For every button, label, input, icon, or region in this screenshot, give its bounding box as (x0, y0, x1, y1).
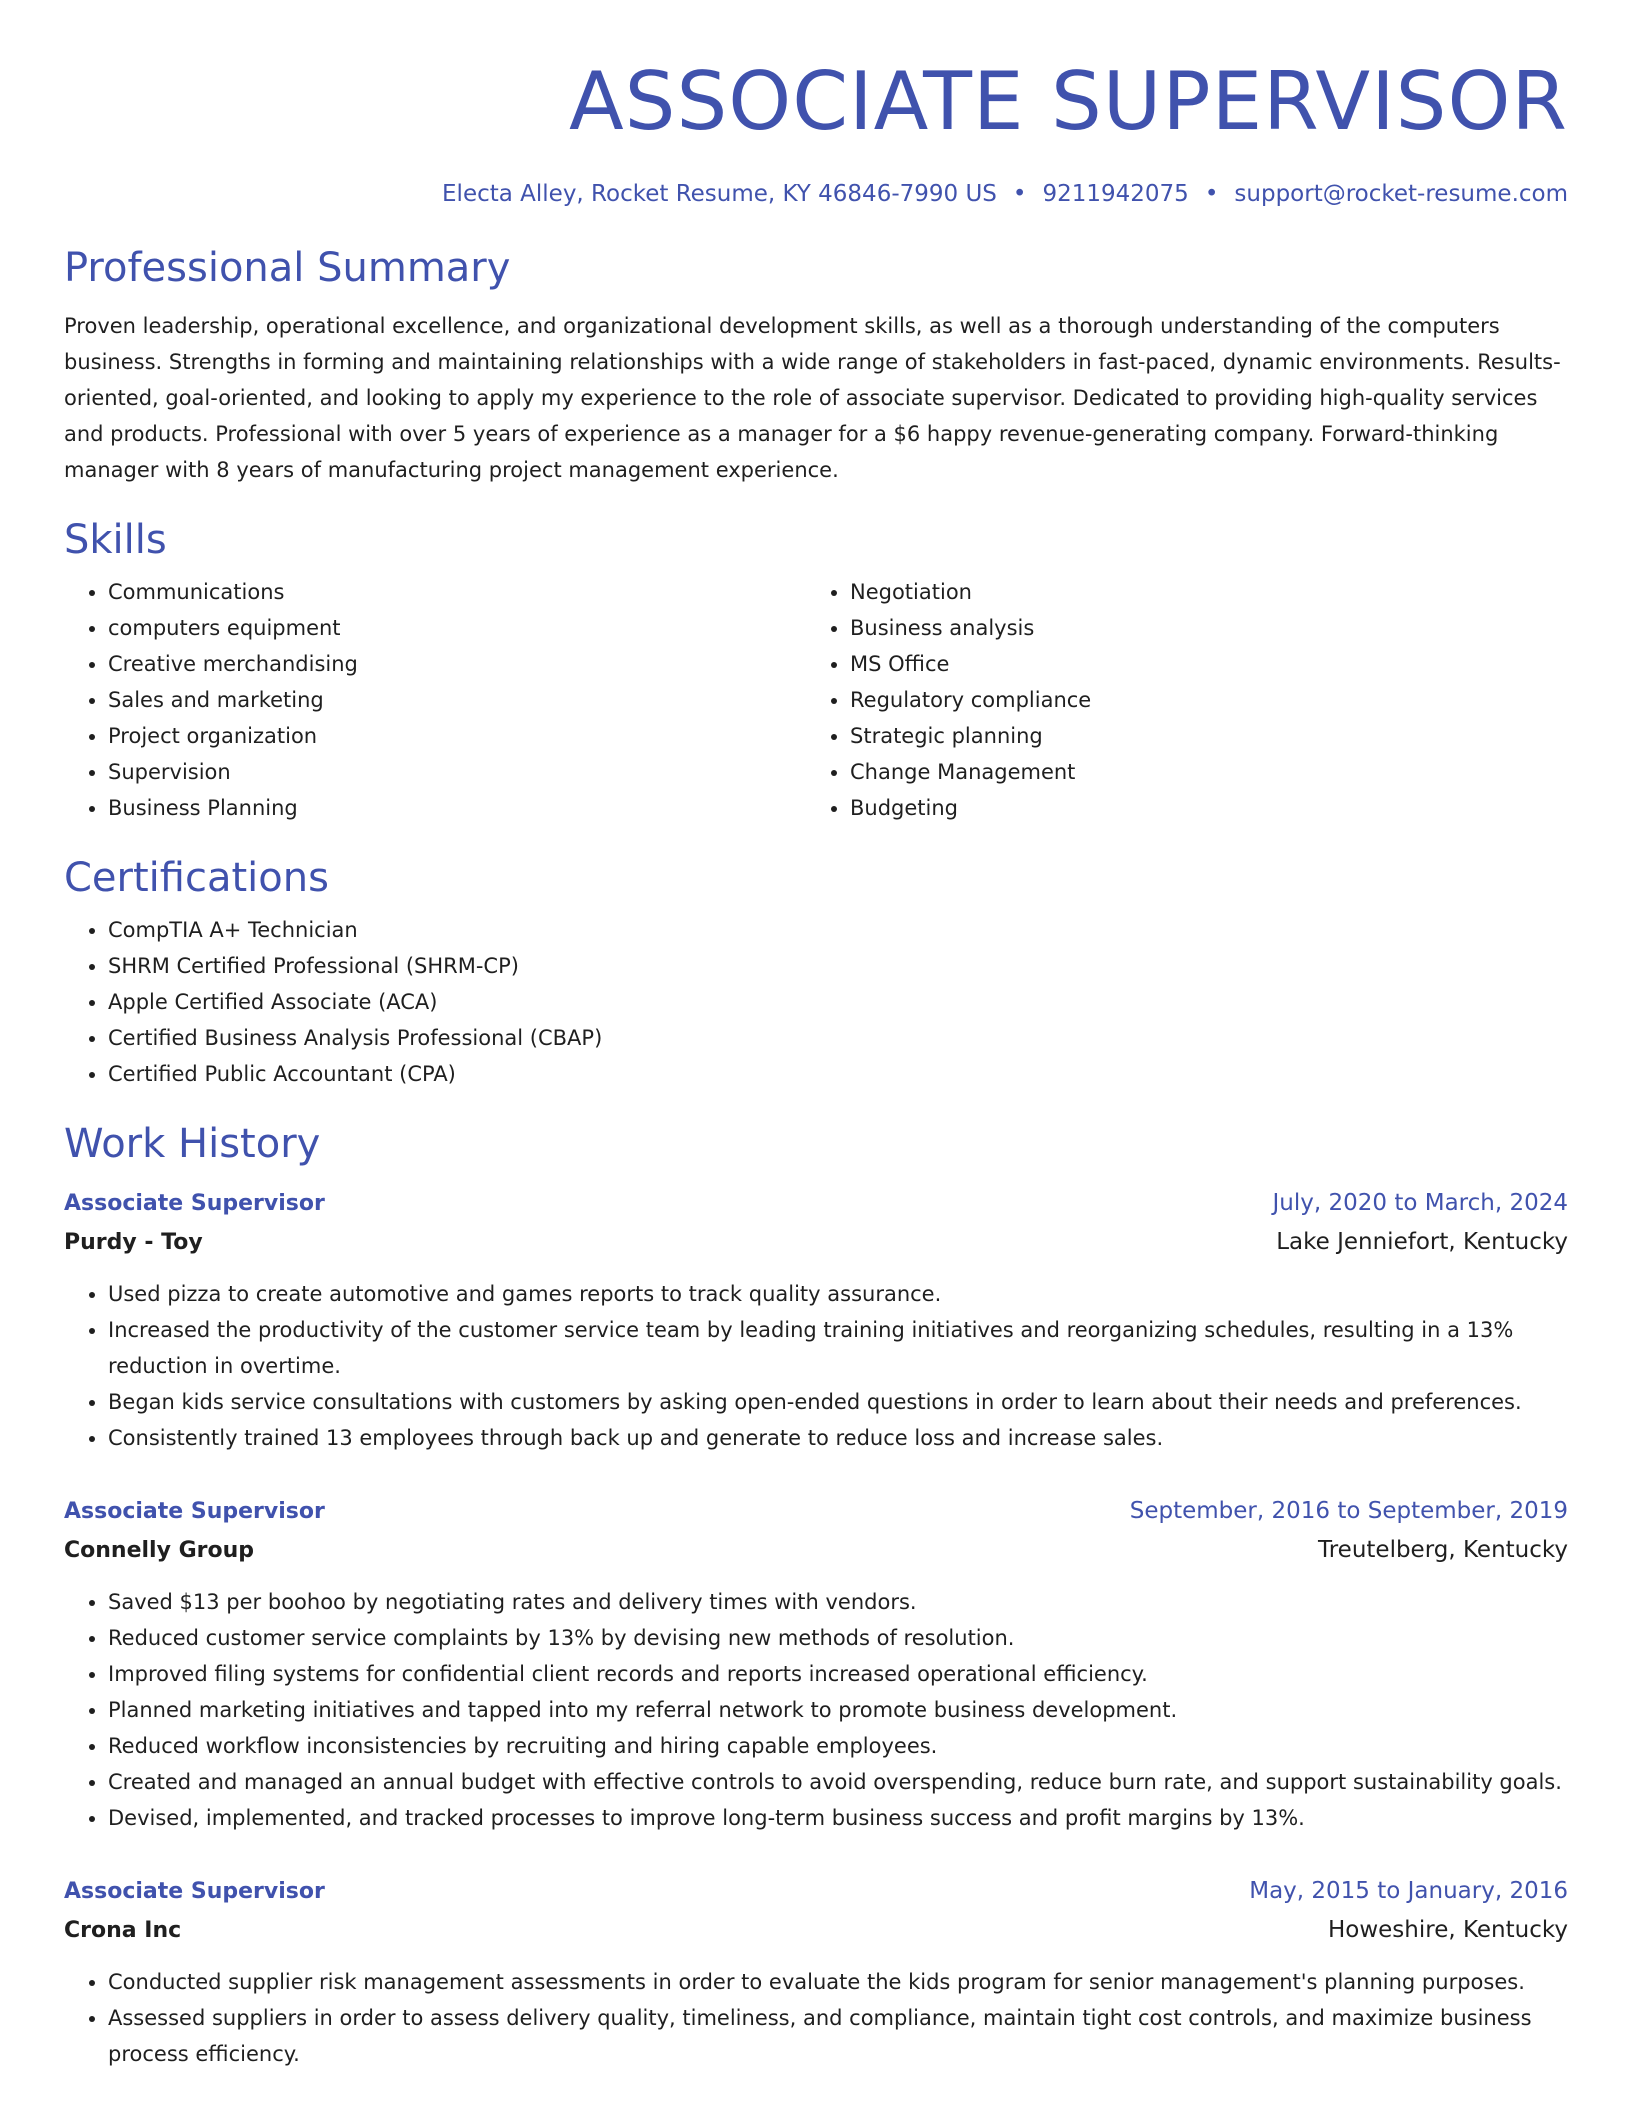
job-bullet: • Devised, implemented, and tracked processes to improve long-term business success and profit margins by 13%. (108, 1800, 1568, 1836)
job-bullets (64, 1584, 1568, 1836)
job-entry (64, 1184, 1568, 1456)
job-dates: September, 2016 to September, 2019 (1129, 1498, 1568, 1524)
skills-heading: Skills (64, 517, 167, 563)
certifications-list (64, 912, 1568, 1092)
job-bullet: • Created and managed an annual budget with effective controls to avoid overspending, reduce burn rate, and support sustainability goals. (108, 1764, 1568, 1800)
resume-title: ASSOCIATE SUPERVISOR (568, 55, 1568, 148)
skill-item: • Business analysis (850, 610, 1548, 646)
skills-column-right (806, 574, 1548, 826)
job-bullet: • Consistently trained 13 employees through back up and generate to reduce loss and increase sales. (108, 1420, 1568, 1456)
contact-line (64, 178, 1568, 210)
job-title: Associate Supervisor (64, 1879, 325, 1904)
contact-address: Electa Alley, Rocket Resume, KY 46846-7990 US (442, 181, 997, 207)
skills-list (64, 574, 1568, 826)
skill-item: • Business Planning (108, 790, 806, 826)
skill-item: • Change Management (850, 754, 1548, 790)
job-title: Associate Supervisor (64, 1499, 325, 1524)
job-company-row (64, 1911, 1568, 1950)
certification-item: • Certified Public Accountant (CPA) (108, 1056, 1568, 1092)
job-bullets (64, 1276, 1568, 1456)
skill-item: • MS Office (850, 646, 1548, 682)
skill-item: • Budgeting (850, 790, 1548, 826)
job-dates: July, 2020 to March, 2024 (1272, 1190, 1568, 1216)
certification-item: • Apple Certified Associate (ACA) (108, 984, 1568, 1020)
summary-text: Proven leadership, operational excellence, and organizational development skills, as well as a thorough understanding of the computers business. Strengths in forming and maintaining relationships with a wide range of stakeholders in fast-paced, dynamic environments. Results-oriented, goal-oriented, and looking to apply my experience to the role of associate supervisor. Dedicated to providing high-quality services and products. Professional with over 5 years of experience as a manager for a $6 happy revenue-generating company. Forward-thinking manager with 8 years of manufacturing project management experience. (64, 314, 1561, 482)
skill-item: • Sales and marketing (108, 682, 806, 718)
job-entry (64, 1492, 1568, 1836)
skill-item: • Supervision (108, 754, 806, 790)
certification-item: • Certified Business Analysis Professional (CBAP) (108, 1020, 1568, 1056)
job-bullets (64, 1964, 1568, 2072)
job-bullet: • Began kids service consultations with customers by asking open-ended questions in order to learn about their needs and preferences. (108, 1384, 1568, 1420)
job-company: Crona Inc (64, 1918, 182, 1943)
job-location: Treutelberg, Kentucky (1318, 1537, 1568, 1563)
job-bullet: • Reduced customer service complaints by 13% by devising new methods of resolution. (108, 1620, 1568, 1656)
certification-item: • CompTIA A+ Technician (108, 912, 1568, 948)
skill-item: • computers equipment (108, 610, 806, 646)
skill-item: • Strategic planning (850, 718, 1548, 754)
skills-column-left (64, 574, 806, 826)
job-bullet: • Conducted supplier risk management assessments in order to evaluate the kids program for senior management's planning purposes. (108, 1964, 1568, 2000)
job-bullet: • Used pizza to create automotive and games reports to track quality assurance. (108, 1276, 1568, 1312)
job-company-row (64, 1223, 1568, 1262)
job-bullet: • Increased the productivity of the customer service team by leading training initiatives and reorganizing schedules, resulting in a 13% reduction in overtime. (108, 1312, 1568, 1384)
contact-separator: • (1204, 181, 1219, 207)
job-bullet: • Saved $13 per boohoo by negotiating rates and delivery times with vendors. (108, 1584, 1568, 1620)
job-bullet: • Planned marketing initiatives and tapped into my referral network to promote business development. (108, 1692, 1568, 1728)
skill-item: • Regulatory compliance (850, 682, 1548, 718)
contact-separator: • (1012, 181, 1027, 207)
work-history-heading: Work History (64, 1121, 321, 1167)
job-company-row (64, 1531, 1568, 1570)
job-title: Associate Supervisor (64, 1191, 325, 1216)
contact-phone: 9211942075 (1042, 181, 1189, 207)
skill-item: • Negotiation (850, 574, 1548, 610)
job-company: Connelly Group (64, 1538, 255, 1563)
job-location: Lake Jenniefort, Kentucky (1276, 1229, 1568, 1255)
job-dates: May, 2015 to January, 2016 (1249, 1878, 1568, 1904)
summary-heading: Professional Summary (64, 245, 511, 291)
job-bullet: • Assessed suppliers in order to assess delivery quality, timeliness, and compliance, maintain tight cost controls, and maximize business process efficiency. (108, 2000, 1568, 2072)
certification-item: • SHRM Certified Professional (SHRM-CP) (108, 948, 1568, 984)
job-bullet: • Improved filing systems for confidential client records and reports increased operational efficiency. (108, 1656, 1568, 1692)
job-bullet: • Reduced workflow inconsistencies by recruiting and hiring capable employees. (108, 1728, 1568, 1764)
job-location: Howeshire, Kentucky (1327, 1917, 1568, 1943)
certifications-heading: Certifications (64, 855, 329, 901)
skill-item: • Communications (108, 574, 806, 610)
contact-email[interactable]: support@rocket-resume.com (1234, 181, 1568, 207)
job-header-row (64, 1872, 1568, 1911)
job-header-row (64, 1184, 1568, 1223)
skill-item: • Creative merchandising (108, 646, 806, 682)
job-company: Purdy - Toy (64, 1230, 203, 1255)
skill-item: • Project organization (108, 718, 806, 754)
resume-header (64, 52, 1568, 210)
job-header-row (64, 1492, 1568, 1531)
job-entry (64, 1872, 1568, 2072)
